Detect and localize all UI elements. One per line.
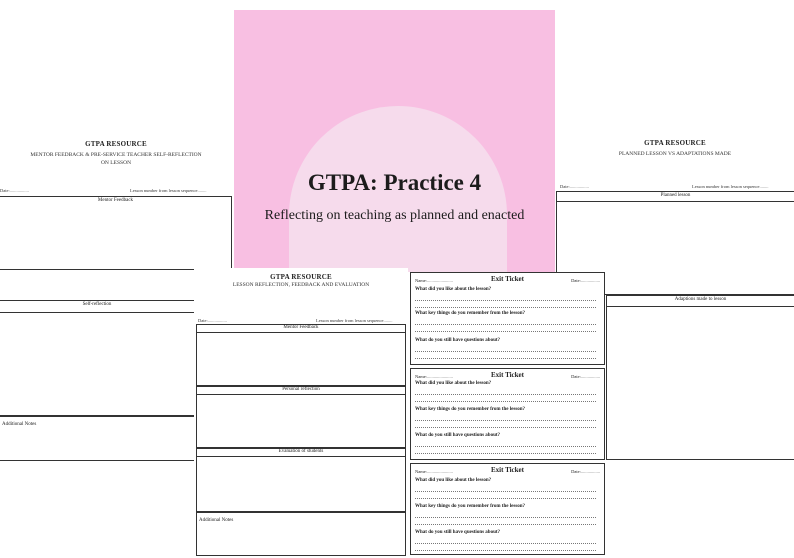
exit-ticket-question-3: What do you still have questions about? (415, 530, 501, 535)
answer-line (415, 420, 596, 421)
exit-ticket-2 (410, 368, 605, 460)
left-additional-notes-label: Additional Notes (2, 422, 37, 427)
answer-line (415, 307, 596, 308)
middle-additional-notes-label: Additional Notes (199, 518, 234, 523)
middle-mentor-feedback-label: Mentor Feedback (283, 325, 319, 330)
left-sheet-subtitle-2: ON LESSON (100, 160, 132, 166)
exit-ticket-question-3: What do you still have questions about? (415, 433, 501, 438)
exit-ticket-question-1: What did you like about the lesson? (415, 381, 492, 386)
exit-ticket-question-2: What key things do you remember from the lesson? (415, 311, 525, 316)
middle-mentor-feedback-box (196, 324, 406, 386)
middle-evaluation-divider (196, 456, 406, 457)
exit-ticket-name-label: Name:....................... (415, 469, 453, 474)
answer-line (415, 491, 596, 492)
answer-line (415, 351, 596, 352)
right-adaptions-box (606, 295, 794, 460)
exit-ticket-1 (410, 272, 605, 365)
right-planned-lesson-label: Planned lesson (660, 193, 691, 198)
answer-line (415, 300, 596, 301)
right-adaptions-label: Adaptions made to lesson (674, 297, 727, 302)
right-adaptions-divider (606, 306, 794, 307)
left-sheet-title: GTPA RESOURCE (85, 140, 147, 148)
left-self-reflection-label: Self-reflection (82, 302, 112, 307)
middle-evaluation-box (196, 448, 406, 512)
exit-ticket-title: Exit Ticket (491, 466, 524, 474)
middle-evaluation-label: Evaluation of students (278, 449, 324, 454)
right-sheet-subtitle: PLANNED LESSON VS ADAPTATIONS MADE (618, 151, 732, 157)
answer-line (415, 358, 596, 359)
exit-ticket-3 (410, 463, 605, 555)
answer-line (415, 453, 596, 454)
right-lesson-number-label: Lesson number from lesson sequence........ (692, 184, 769, 189)
middle-date-label: Date:................. (198, 318, 227, 323)
exit-ticket-title: Exit Ticket (491, 371, 524, 379)
middle-additional-notes-box (196, 512, 406, 556)
exit-ticket-question-1: What did you like about the lesson? (415, 478, 492, 483)
middle-sheet-subtitle: LESSON REFLECTION, FEEDBACK AND EVALUATION (232, 282, 370, 288)
exit-ticket-date-label: Date:................. (571, 469, 600, 474)
right-sheet-title: GTPA RESOURCE (644, 139, 706, 147)
middle-worksheet (194, 268, 408, 558)
middle-personal-reflection-box (196, 386, 406, 448)
middle-lesson-number-label: Lesson number from lesson sequence........ (316, 318, 393, 323)
answer-line (415, 498, 596, 499)
left-self-reflection-divider (0, 312, 194, 313)
answer-line (415, 517, 596, 518)
answer-line (415, 324, 596, 325)
cover-card (234, 10, 555, 272)
middle-mentor-feedback-divider (196, 332, 406, 333)
left-date-label: Date:................. (0, 188, 29, 193)
answer-line (415, 401, 596, 402)
left-sheet-subtitle-1: MENTOR FEEDBACK & PRE-SERVICE TEACHER SELF-REFLECTION (30, 152, 202, 158)
exit-ticket-header (415, 276, 600, 284)
answer-line (415, 550, 596, 551)
left-mentor-feedback-label: Mentor Feedback (97, 198, 134, 203)
answer-line (415, 331, 596, 332)
exit-ticket-date-label: Date:................. (571, 374, 600, 379)
cover-title: GTPA: Practice 4 (307, 170, 482, 195)
answer-line (415, 394, 596, 395)
exit-ticket-question-2: What key things do you remember from the lesson? (415, 504, 525, 509)
middle-personal-reflection-divider (196, 394, 406, 395)
cover-subtitle: Reflecting on teaching as planned and enacted (264, 208, 525, 223)
right-date-label: Date:................. (560, 184, 589, 189)
exit-ticket-header (415, 467, 600, 475)
answer-line (415, 427, 596, 428)
exit-ticket-title: Exit Ticket (491, 275, 524, 283)
answer-line (415, 524, 596, 525)
middle-sheet-title: GTPA RESOURCE (270, 273, 332, 281)
exit-ticket-question-1: What did you like about the lesson? (415, 287, 492, 292)
left-additional-notes-box (0, 416, 194, 461)
exit-ticket-date-label: Date:................. (571, 278, 600, 283)
exit-ticket-question-2: What key things do you remember from the lesson? (415, 407, 525, 412)
answer-line (415, 543, 596, 544)
left-lesson-number-label: Lesson number from lesson sequence........ (130, 188, 207, 193)
exit-ticket-name-label: Name:....................... (415, 374, 453, 379)
exit-ticket-question-3: What do you still have questions about? (415, 338, 501, 343)
exit-ticket-header (415, 372, 600, 380)
middle-personal-reflection-label: Personal reflection (282, 387, 320, 392)
left-self-reflection-box (0, 300, 194, 416)
answer-line (415, 446, 596, 447)
exit-ticket-name-label: Name:....................... (415, 278, 453, 283)
left-mentor-feedback-box (0, 196, 232, 270)
right-planned-lesson-divider (556, 201, 794, 202)
